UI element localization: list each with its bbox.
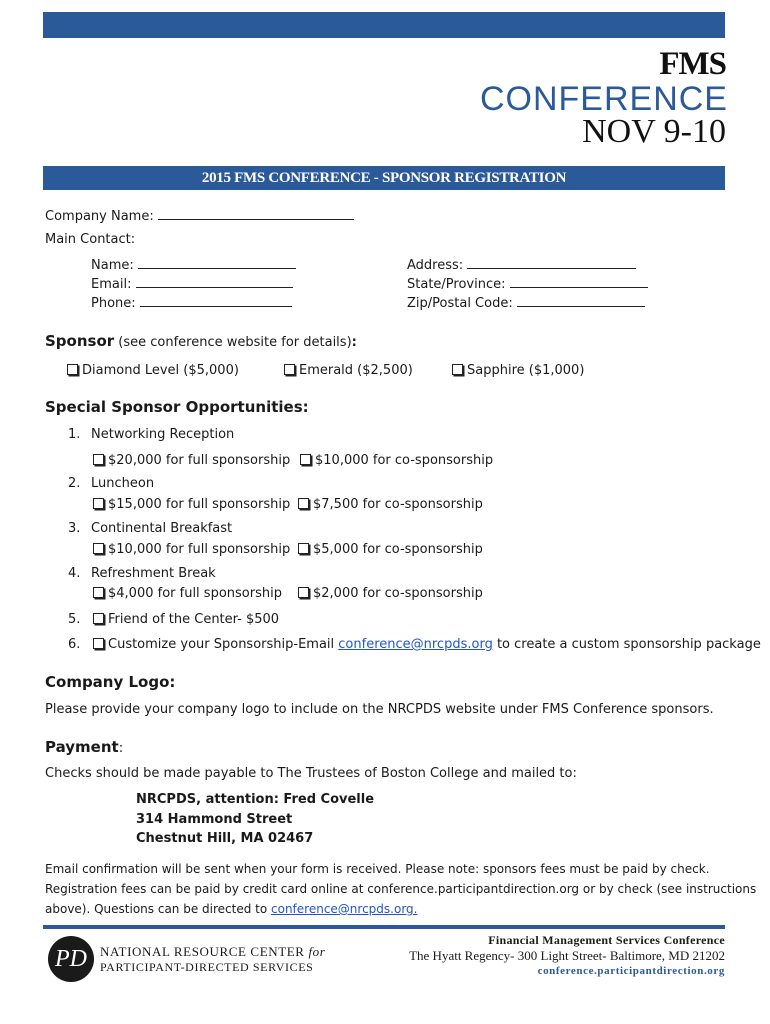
email-line[interactable] bbox=[136, 275, 293, 288]
company-name-label: Company Name: bbox=[45, 209, 154, 224]
list-number: 3. bbox=[68, 521, 81, 536]
zip-line[interactable] bbox=[517, 294, 645, 307]
luncheon-title: Luncheon bbox=[91, 476, 155, 491]
company-logo-text: Please provide your company logo to include on the NRCPDS website under FMS Conference sponsors. bbox=[45, 702, 714, 717]
networking-full-option[interactable]: $20,000 for full sponsorship bbox=[93, 453, 290, 468]
email-label: Email: bbox=[91, 277, 132, 292]
phone-field[interactable] bbox=[91, 294, 292, 311]
list-number: 6. bbox=[68, 637, 81, 652]
company-logo-heading: Company Logo: bbox=[45, 673, 176, 691]
footer-conference-name: Financial Management Services Conference bbox=[488, 933, 725, 947]
questions-note: above). Questions can be directed to conference@nrcpds.org. bbox=[45, 902, 418, 916]
name-field[interactable] bbox=[91, 256, 296, 273]
checkbox-icon[interactable] bbox=[284, 364, 295, 375]
list-number: 2. bbox=[68, 476, 81, 491]
title-fms: FMS bbox=[659, 46, 726, 82]
state-line[interactable] bbox=[510, 275, 648, 288]
company-name-field[interactable] bbox=[45, 207, 354, 224]
sponsor-heading: Sponsor (see conference website for details): bbox=[45, 332, 357, 350]
checkbox-icon[interactable] bbox=[93, 613, 104, 624]
company-name-line[interactable] bbox=[158, 207, 354, 220]
luncheon-co-option[interactable]: $7,500 for co-sponsorship bbox=[298, 497, 483, 512]
address-label: Address: bbox=[407, 258, 464, 273]
checkbox-icon[interactable] bbox=[298, 498, 309, 509]
custom-sponsorship-option[interactable]: Customize your Sponsorship-Email conference@nrcpds.org to create a custom sponsorship package bbox=[93, 637, 761, 652]
phone-label: Phone: bbox=[91, 296, 136, 311]
luncheon-full-option[interactable]: $15,000 for full sponsorship bbox=[93, 497, 290, 512]
state-label: State/Province: bbox=[407, 277, 506, 292]
conference-email-link[interactable]: conference@nrcpds.org bbox=[338, 637, 493, 652]
title-conference: CONFERENCE bbox=[479, 80, 728, 118]
main-contact-label: Main Contact: bbox=[45, 232, 136, 247]
top-banner-bar bbox=[43, 12, 725, 38]
sponsor-sapphire-option[interactable]: Sapphire ($1,000) bbox=[452, 363, 584, 378]
email-field[interactable] bbox=[91, 275, 293, 292]
footer-website-link[interactable]: conference.participantdirection.org bbox=[537, 965, 725, 977]
address-line[interactable] bbox=[467, 256, 636, 269]
payment-instructions: Checks should be made payable to The Trustees of Boston College and mailed to: bbox=[45, 766, 577, 781]
name-label: Name: bbox=[91, 258, 134, 273]
state-field[interactable] bbox=[407, 275, 648, 292]
checkbox-icon[interactable] bbox=[93, 454, 104, 465]
list-number: 4. bbox=[68, 566, 81, 581]
refreshment-break-title: Refreshment Break bbox=[91, 566, 216, 581]
breakfast-co-option[interactable]: $5,000 for co-sponsorship bbox=[298, 542, 483, 557]
list-number: 1. bbox=[68, 427, 81, 442]
address-field[interactable] bbox=[407, 256, 636, 273]
title-date: NOV 9-10 bbox=[582, 113, 726, 150]
refreshment-full-option[interactable]: $4,000 for full sponsorship bbox=[93, 586, 282, 601]
questions-email-link[interactable]: conference@nrcpds.org. bbox=[271, 902, 418, 916]
list-number: 5. bbox=[68, 612, 81, 627]
mailing-address-line3: Chestnut Hill, MA 02467 bbox=[136, 831, 314, 846]
org-name-line2: PARTICIPANT-DIRECTED SERVICES bbox=[100, 960, 314, 974]
networking-co-option[interactable]: $10,000 for co-sponsorship bbox=[300, 453, 493, 468]
mailing-address-line2: 314 Hammond Street bbox=[136, 812, 293, 827]
footer-venue: The Hyatt Regency- 300 Light Street- Baltimore, MD 21202 bbox=[409, 948, 725, 963]
zip-field[interactable] bbox=[407, 294, 645, 311]
continental-breakfast-title: Continental Breakfast bbox=[91, 521, 233, 536]
name-line[interactable] bbox=[138, 256, 296, 269]
checkbox-icon[interactable] bbox=[93, 498, 104, 509]
checkbox-icon[interactable] bbox=[298, 543, 309, 554]
payment-heading: Payment: bbox=[45, 738, 124, 756]
checkbox-icon[interactable] bbox=[298, 587, 309, 598]
confirmation-note: Email confirmation will be sent when your form is received. Please note: sponsors fees must be paid by check. bbox=[45, 862, 710, 876]
checkbox-icon[interactable] bbox=[93, 587, 104, 598]
special-opportunities-heading: Special Sponsor Opportunities: bbox=[45, 398, 309, 416]
footer-divider bbox=[43, 925, 725, 929]
friend-of-center-option[interactable]: Friend of the Center- $500 bbox=[93, 612, 279, 627]
checkbox-icon[interactable] bbox=[452, 364, 463, 375]
org-name-line1: NATIONAL RESOURCE CENTER for bbox=[100, 944, 326, 959]
refreshment-co-option[interactable]: $2,000 for co-sponsorship bbox=[298, 586, 483, 601]
networking-reception-title: Networking Reception bbox=[91, 427, 235, 442]
checkbox-icon[interactable] bbox=[93, 543, 104, 554]
mailing-address-line1: NRCPDS, attention: Fred Covelle bbox=[136, 792, 375, 807]
sponsor-emerald-option[interactable]: Emerald ($2,500) bbox=[284, 363, 413, 378]
breakfast-full-option[interactable]: $10,000 for full sponsorship bbox=[93, 542, 290, 557]
checkbox-icon[interactable] bbox=[67, 364, 78, 375]
zip-label: Zip/Postal Code: bbox=[407, 296, 513, 311]
registration-fees-note: Registration fees can be paid by credit card online at conference.participantdirection.org or by check (see instructions bbox=[45, 882, 757, 896]
sponsor-diamond-option[interactable]: Diamond Level ($5,000) bbox=[67, 363, 239, 378]
checkbox-icon[interactable] bbox=[300, 454, 311, 465]
phone-line[interactable] bbox=[140, 294, 292, 307]
checkbox-icon[interactable] bbox=[93, 638, 104, 649]
registration-banner: 2015 FMS CONFERENCE - SPONSOR REGISTRATION bbox=[43, 166, 725, 190]
nrcpds-logo: PD bbox=[48, 936, 94, 982]
